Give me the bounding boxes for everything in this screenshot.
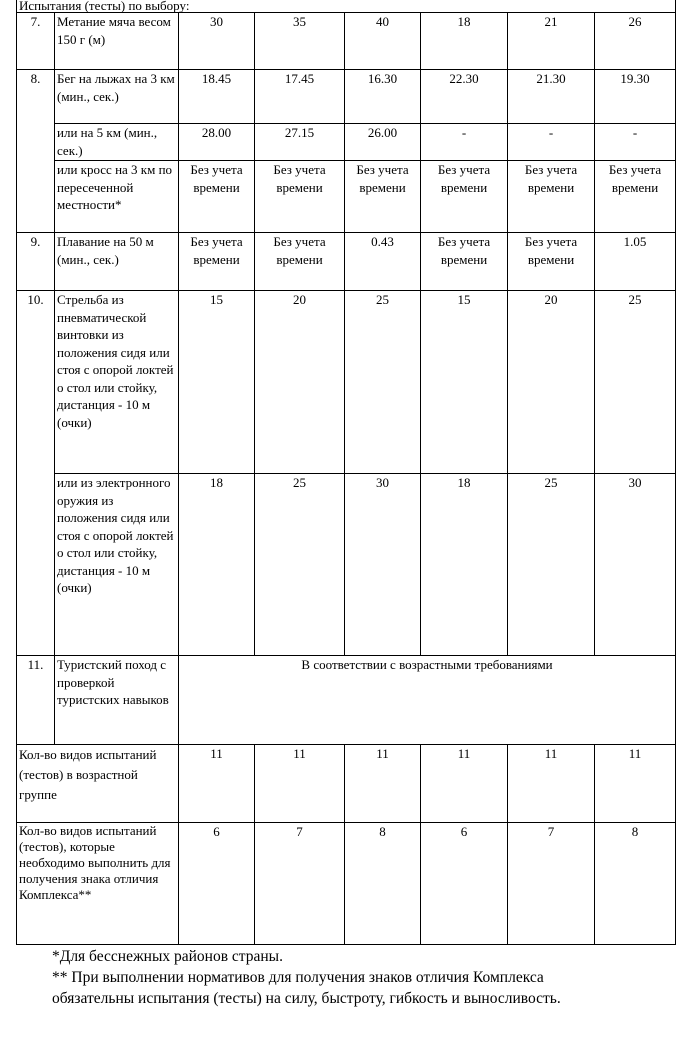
test-name: или кросс на 3 км по пересеченной местности*: [55, 161, 179, 233]
table-caption: Испытания (тесты) по выбору:: [17, 0, 676, 13]
norm-value: 18: [179, 474, 255, 656]
norm-value: Без учета времени: [595, 161, 676, 233]
summary-value: 8: [595, 823, 676, 945]
caption-row: [17, 0, 676, 13]
norm-value: 25: [255, 474, 345, 656]
test-name: Бег на лыжах на 3 км (мин., сек.): [55, 70, 179, 124]
summary-value: 11: [179, 745, 255, 823]
norm-value: 28.00: [179, 124, 255, 161]
norm-value: 17.45: [255, 70, 345, 124]
row-number: 11.: [17, 656, 55, 745]
norm-value: -: [508, 124, 595, 161]
norm-value: 26.00: [345, 124, 421, 161]
row-number: 10.: [17, 291, 55, 656]
norm-value: Без учета времени: [179, 233, 255, 291]
summary-label-text: Кол-во видов испытаний (тестов), которые необходимо выполнить для получения знака отличия Комплекса**: [19, 823, 171, 902]
footnote-badge-line2: обязательны испытания (тесты) на силу, быстроту, гибкость и выносливость.: [52, 990, 561, 1007]
norm-value: Без учета времени: [508, 161, 595, 233]
table-row: [17, 124, 676, 161]
table-row: [17, 233, 676, 291]
norm-value: 15: [421, 291, 508, 474]
norm-value: 25: [345, 291, 421, 474]
summary-value: 7: [508, 823, 595, 945]
summary-value: 11: [255, 745, 345, 823]
norm-value: Без учета времени: [179, 161, 255, 233]
row-number: 7.: [17, 13, 55, 70]
norm-value: 0.43: [345, 233, 421, 291]
norm-value: 1.05: [595, 233, 676, 291]
norm-value: 18: [421, 13, 508, 70]
norm-value: Без учета времени: [508, 233, 595, 291]
norm-value: 22.30: [421, 70, 508, 124]
norm-value: 30: [179, 13, 255, 70]
table-row: [17, 474, 676, 656]
norm-value: Без учета времени: [255, 161, 345, 233]
summary-value: 6: [179, 823, 255, 945]
norm-value: 21.30: [508, 70, 595, 124]
summary-value: 11: [345, 745, 421, 823]
norm-value: 25: [595, 291, 676, 474]
table-row: [17, 13, 676, 70]
norm-value: 18.45: [179, 70, 255, 124]
summary-label: [17, 823, 179, 945]
norm-value: 18: [421, 474, 508, 656]
norm-value: 20: [508, 291, 595, 474]
norm-value: 30: [345, 474, 421, 656]
summary-value: 6: [421, 823, 508, 945]
footnote-badge-line1: ** При выполнении нормативов для получения знаков отличия Комплекса: [52, 969, 544, 986]
norm-value: Без учета времени: [421, 161, 508, 233]
row-number: 8.: [17, 70, 55, 233]
table-row: [17, 291, 676, 474]
table-row: [17, 656, 676, 745]
norm-value: -: [421, 124, 508, 161]
norm-value: 40: [345, 13, 421, 70]
norm-value: 20: [255, 291, 345, 474]
test-name: Туристский поход с проверкой туристских навыков: [55, 656, 179, 745]
norm-value: 30: [595, 474, 676, 656]
norm-value: Без учета времени: [421, 233, 508, 291]
table-row: [17, 161, 676, 233]
norm-value: Без учета времени: [255, 233, 345, 291]
norm-value: 27.15: [255, 124, 345, 161]
summary-row: [17, 823, 676, 945]
footnote-snowless: *Для бесснежных районов страны.: [52, 948, 283, 965]
summary-row: [17, 745, 676, 823]
standards-table: [16, 0, 676, 945]
table-row: [17, 70, 676, 124]
summary-label: [17, 745, 179, 823]
summary-value: 11: [595, 745, 676, 823]
norm-value: 15: [179, 291, 255, 474]
norm-value: 35: [255, 13, 345, 70]
summary-label-text: Кол-во видов испытаний (тестов) в возрастной группе: [19, 747, 157, 802]
footnotes: [16, 946, 686, 1009]
test-name: или из электронного оружия из положения сидя или стоя с опорой локтей о стол или стойку, дистанция - 10 м (очки): [55, 474, 179, 656]
norm-value: 16.30: [345, 70, 421, 124]
norm-value: 21: [508, 13, 595, 70]
test-name: Плавание на 50 м (мин., сек.): [55, 233, 179, 291]
summary-value: 8: [345, 823, 421, 945]
row-number: 9.: [17, 233, 55, 291]
norm-value: 26: [595, 13, 676, 70]
test-name: Метание мяча весом 150 г (м): [55, 13, 179, 70]
summary-value: 7: [255, 823, 345, 945]
summary-value: 11: [421, 745, 508, 823]
span-requirement: В соответствии с возрастными требованиями: [179, 656, 676, 745]
test-name: Стрельба из пневматической винтовки из положения сидя или стоя с опорой локтей о стол или стойку, дистанция - 10 м (очки): [55, 291, 179, 474]
norm-value: 25: [508, 474, 595, 656]
summary-value: 11: [508, 745, 595, 823]
norm-value: 19.30: [595, 70, 676, 124]
norm-value: -: [595, 124, 676, 161]
norm-value: Без учета времени: [345, 161, 421, 233]
test-name: или на 5 км (мин., сек.): [55, 124, 179, 161]
